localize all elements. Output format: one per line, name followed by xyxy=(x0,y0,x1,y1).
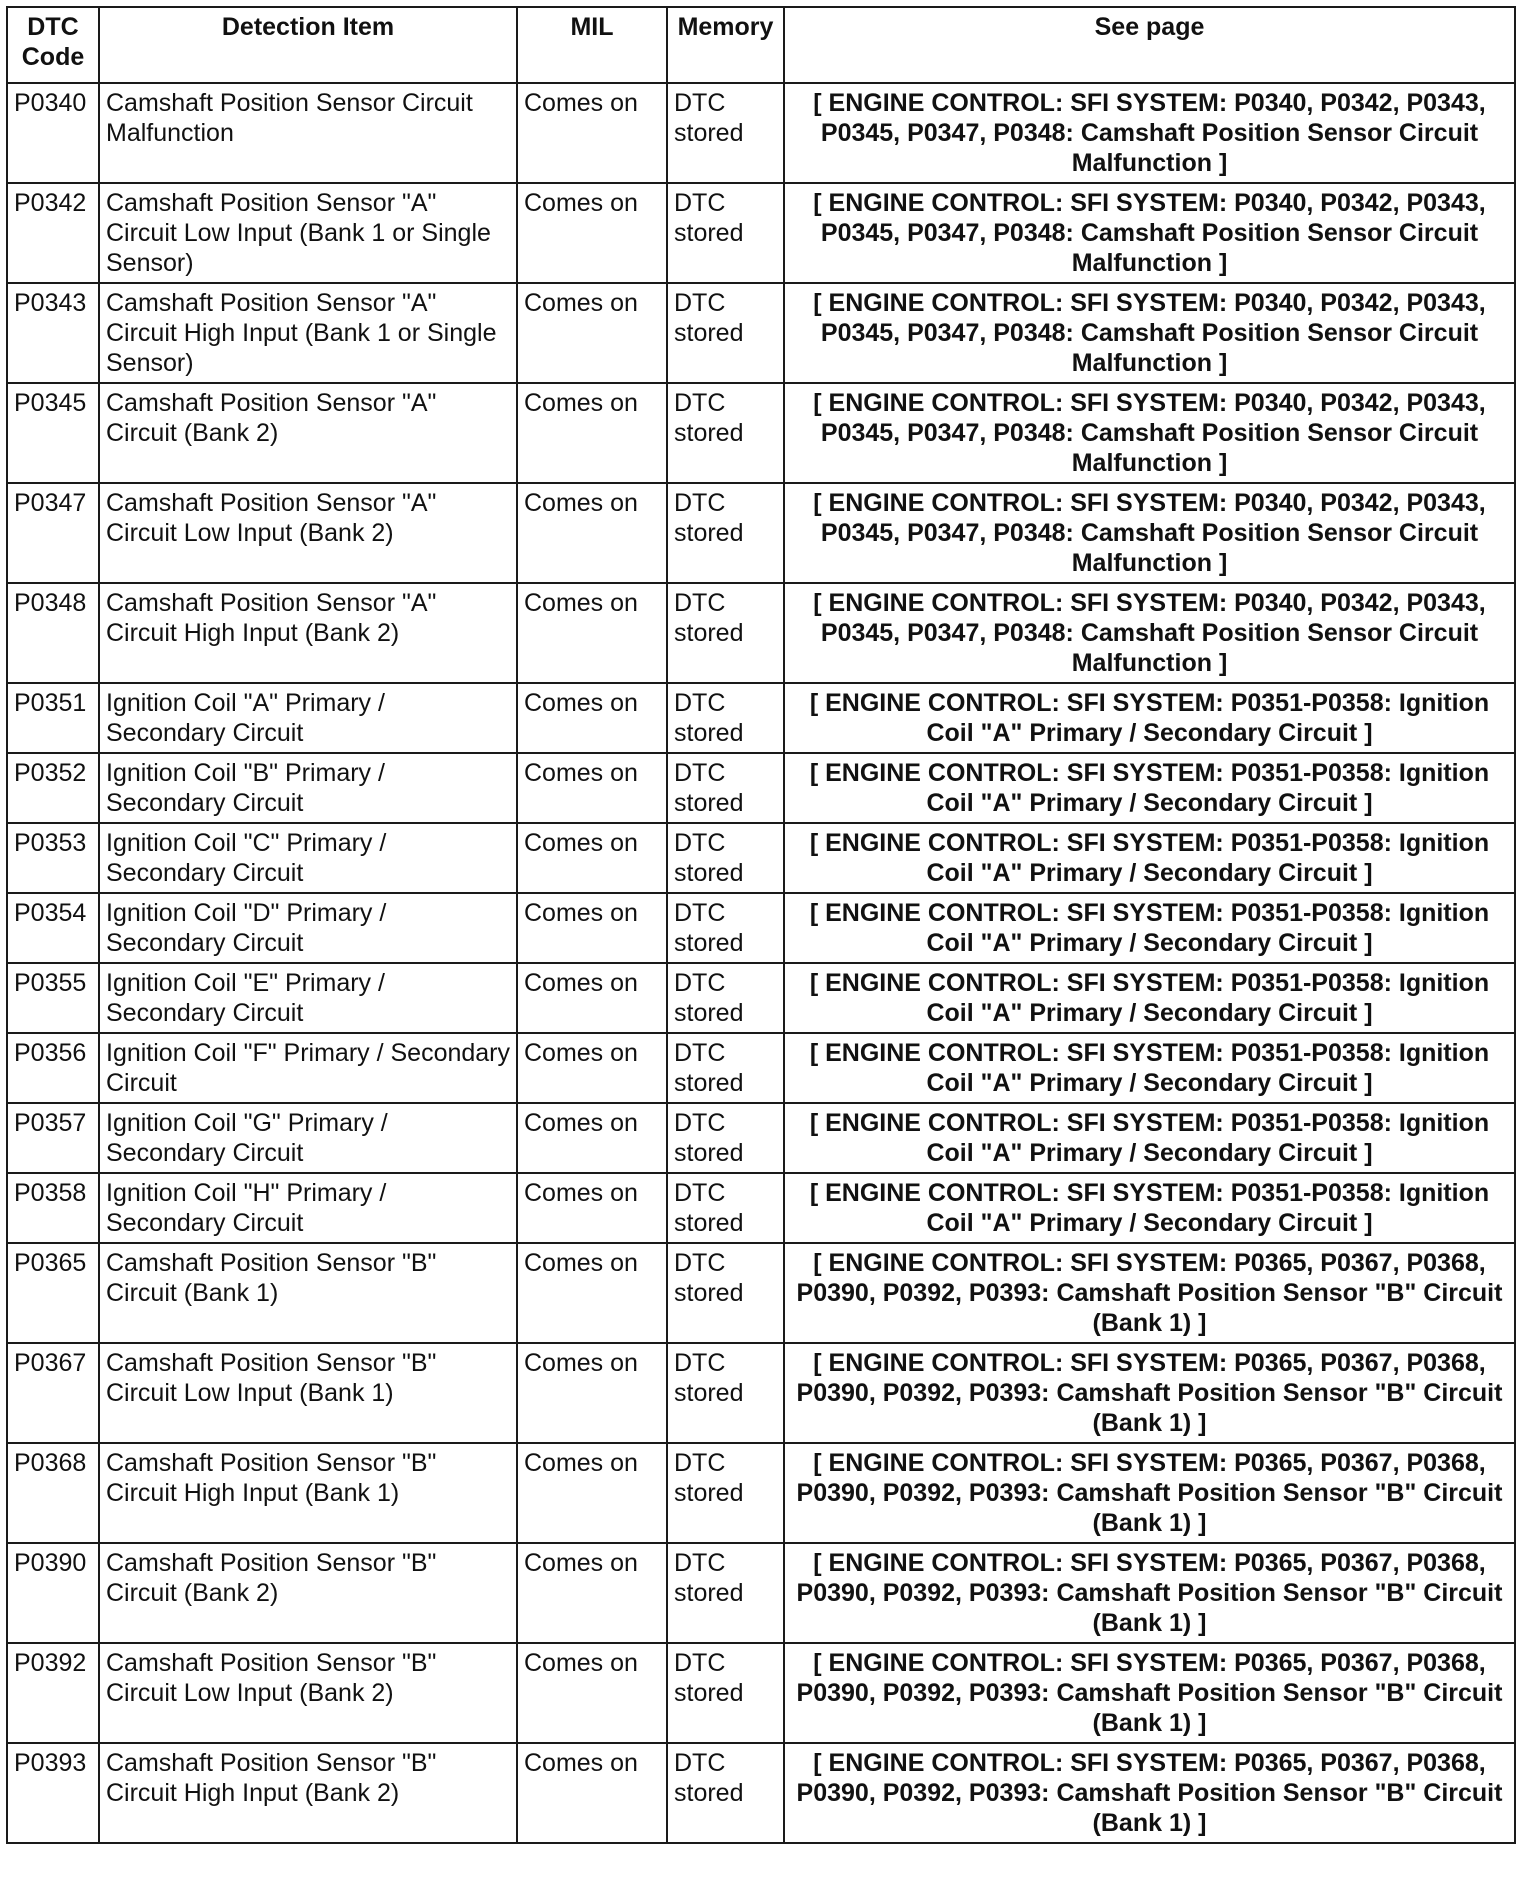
table-row xyxy=(7,83,1515,183)
detection-item-cell: Camshaft Position Sensor "A" Circuit Low Input (Bank 2) xyxy=(99,483,517,583)
detection-item-cell: Ignition Coil "A" Primary / Secondary Circuit xyxy=(99,683,517,753)
see-page-link[interactable]: [ ENGINE CONTROL: SFI SYSTEM: P0340, P0342, P0343, P0345, P0347, P0348: Camshaft Position Sensor Circuit Malfunction ] xyxy=(784,183,1515,283)
memory-cell: DTC stored xyxy=(667,823,784,893)
see-page-link[interactable]: [ ENGINE CONTROL: SFI SYSTEM: P0365, P0367, P0368, P0390, P0392, P0393: Camshaft Position Sensor "B" Circuit (Bank 1) ] xyxy=(784,1743,1515,1843)
mil-cell: Comes on xyxy=(517,1443,667,1543)
memory-cell: DTC stored xyxy=(667,383,784,483)
memory-cell: DTC stored xyxy=(667,83,784,183)
detection-item-cell: Camshaft Position Sensor Circuit Malfunction xyxy=(99,83,517,183)
dtc-code-cell: P0348 xyxy=(7,583,99,683)
see-page-link[interactable]: [ ENGINE CONTROL: SFI SYSTEM: P0340, P0342, P0343, P0345, P0347, P0348: Camshaft Position Sensor Circuit Malfunction ] xyxy=(784,483,1515,583)
table-row xyxy=(7,1343,1515,1443)
memory-cell: DTC stored xyxy=(667,583,784,683)
dtc-code-cell: P0358 xyxy=(7,1173,99,1243)
mil-cell: Comes on xyxy=(517,683,667,753)
table-row xyxy=(7,753,1515,823)
memory-cell: DTC stored xyxy=(667,893,784,963)
see-page-link[interactable]: [ ENGINE CONTROL: SFI SYSTEM: P0365, P0367, P0368, P0390, P0392, P0393: Camshaft Position Sensor "B" Circuit (Bank 1) ] xyxy=(784,1543,1515,1643)
see-page-link[interactable]: [ ENGINE CONTROL: SFI SYSTEM: P0340, P0342, P0343, P0345, P0347, P0348: Camshaft Position Sensor Circuit Malfunction ] xyxy=(784,383,1515,483)
table-row xyxy=(7,1173,1515,1243)
dtc-code-cell: P0353 xyxy=(7,823,99,893)
dtc-code-cell: P0357 xyxy=(7,1103,99,1173)
table-row xyxy=(7,1743,1515,1843)
header-mil: MIL xyxy=(517,7,667,83)
detection-item-cell: Ignition Coil "F" Primary / Secondary Circuit xyxy=(99,1033,517,1103)
detection-item-cell: Ignition Coil "H" Primary / Secondary Circuit xyxy=(99,1173,517,1243)
mil-cell: Comes on xyxy=(517,483,667,583)
memory-cell: DTC stored xyxy=(667,183,784,283)
see-page-link[interactable]: [ ENGINE CONTROL: SFI SYSTEM: P0340, P0342, P0343, P0345, P0347, P0348: Camshaft Position Sensor Circuit Malfunction ] xyxy=(784,583,1515,683)
table-row xyxy=(7,1643,1515,1743)
see-page-link[interactable]: [ ENGINE CONTROL: SFI SYSTEM: P0365, P0367, P0368, P0390, P0392, P0393: Camshaft Position Sensor "B" Circuit (Bank 1) ] xyxy=(784,1443,1515,1543)
dtc-code-cell: P0367 xyxy=(7,1343,99,1443)
see-page-link[interactable]: [ ENGINE CONTROL: SFI SYSTEM: P0365, P0367, P0368, P0390, P0392, P0393: Camshaft Position Sensor "B" Circuit (Bank 1) ] xyxy=(784,1643,1515,1743)
table-row xyxy=(7,963,1515,1033)
see-page-link[interactable]: [ ENGINE CONTROL: SFI SYSTEM: P0351-P0358: Ignition Coil "A" Primary / Secondary Circuit ] xyxy=(784,1173,1515,1243)
mil-cell: Comes on xyxy=(517,583,667,683)
detection-item-cell: Ignition Coil "D" Primary / Secondary Circuit xyxy=(99,893,517,963)
memory-cell: DTC stored xyxy=(667,1033,784,1103)
table-row xyxy=(7,1443,1515,1543)
see-page-link[interactable]: [ ENGINE CONTROL: SFI SYSTEM: P0351-P0358: Ignition Coil "A" Primary / Secondary Circuit ] xyxy=(784,753,1515,823)
detection-item-cell: Camshaft Position Sensor "A" Circuit High Input (Bank 1 or Single Sensor) xyxy=(99,283,517,383)
memory-cell: DTC stored xyxy=(667,753,784,823)
header-detection-item: Detection Item xyxy=(99,7,517,83)
dtc-code-cell: P0393 xyxy=(7,1743,99,1843)
dtc-code-cell: P0343 xyxy=(7,283,99,383)
memory-cell: DTC stored xyxy=(667,1443,784,1543)
mil-cell: Comes on xyxy=(517,283,667,383)
dtc-code-cell: P0347 xyxy=(7,483,99,583)
table-row xyxy=(7,283,1515,383)
detection-item-cell: Ignition Coil "E" Primary / Secondary Circuit xyxy=(99,963,517,1033)
see-page-link[interactable]: [ ENGINE CONTROL: SFI SYSTEM: P0340, P0342, P0343, P0345, P0347, P0348: Camshaft Position Sensor Circuit Malfunction ] xyxy=(784,283,1515,383)
dtc-code-cell: P0368 xyxy=(7,1443,99,1543)
detection-item-cell: Camshaft Position Sensor "A" Circuit (Bank 2) xyxy=(99,383,517,483)
detection-item-cell: Camshaft Position Sensor "A" Circuit Low Input (Bank 1 or Single Sensor) xyxy=(99,183,517,283)
table-row xyxy=(7,683,1515,753)
detection-item-cell: Camshaft Position Sensor "A" Circuit High Input (Bank 2) xyxy=(99,583,517,683)
memory-cell: DTC stored xyxy=(667,283,784,383)
dtc-code-cell: P0345 xyxy=(7,383,99,483)
table-body xyxy=(7,83,1515,1843)
memory-cell: DTC stored xyxy=(667,683,784,753)
header-memory: Memory xyxy=(667,7,784,83)
mil-cell: Comes on xyxy=(517,963,667,1033)
mil-cell: Comes on xyxy=(517,1643,667,1743)
memory-cell: DTC stored xyxy=(667,1103,784,1173)
table-row xyxy=(7,893,1515,963)
see-page-link[interactable]: [ ENGINE CONTROL: SFI SYSTEM: P0365, P0367, P0368, P0390, P0392, P0393: Camshaft Position Sensor "B" Circuit (Bank 1) ] xyxy=(784,1243,1515,1343)
table-row xyxy=(7,483,1515,583)
mil-cell: Comes on xyxy=(517,183,667,283)
memory-cell: DTC stored xyxy=(667,963,784,1033)
header-row xyxy=(7,7,1515,83)
mil-cell: Comes on xyxy=(517,1743,667,1843)
mil-cell: Comes on xyxy=(517,1033,667,1103)
memory-cell: DTC stored xyxy=(667,483,784,583)
memory-cell: DTC stored xyxy=(667,1243,784,1343)
mil-cell: Comes on xyxy=(517,1243,667,1343)
mil-cell: Comes on xyxy=(517,383,667,483)
detection-item-cell: Camshaft Position Sensor "B" Circuit (Bank 2) xyxy=(99,1543,517,1643)
table-row xyxy=(7,383,1515,483)
table-row xyxy=(7,583,1515,683)
mil-cell: Comes on xyxy=(517,1543,667,1643)
mil-cell: Comes on xyxy=(517,83,667,183)
table-row xyxy=(7,1033,1515,1103)
table-row xyxy=(7,823,1515,893)
header-dtc-code: DTC Code xyxy=(7,7,99,83)
memory-cell: DTC stored xyxy=(667,1643,784,1743)
memory-cell: DTC stored xyxy=(667,1743,784,1843)
see-page-link[interactable]: [ ENGINE CONTROL: SFI SYSTEM: P0351-P0358: Ignition Coil "A" Primary / Secondary Circuit ] xyxy=(784,893,1515,963)
detection-item-cell: Camshaft Position Sensor "B" Circuit High Input (Bank 2) xyxy=(99,1743,517,1843)
dtc-code-cell: P0356 xyxy=(7,1033,99,1103)
table-row xyxy=(7,1543,1515,1643)
see-page-link[interactable]: [ ENGINE CONTROL: SFI SYSTEM: P0351-P0358: Ignition Coil "A" Primary / Secondary Circuit ] xyxy=(784,1103,1515,1173)
see-page-link[interactable]: [ ENGINE CONTROL: SFI SYSTEM: P0340, P0342, P0343, P0345, P0347, P0348: Camshaft Position Sensor Circuit Malfunction ] xyxy=(784,83,1515,183)
mil-cell: Comes on xyxy=(517,1343,667,1443)
see-page-link[interactable]: [ ENGINE CONTROL: SFI SYSTEM: P0351-P0358: Ignition Coil "A" Primary / Secondary Circuit ] xyxy=(784,823,1515,893)
mil-cell: Comes on xyxy=(517,823,667,893)
detection-item-cell: Ignition Coil "C" Primary / Secondary Circuit xyxy=(99,823,517,893)
see-page-link[interactable]: [ ENGINE CONTROL: SFI SYSTEM: P0365, P0367, P0368, P0390, P0392, P0393: Camshaft Position Sensor "B" Circuit (Bank 1) ] xyxy=(784,1343,1515,1443)
detection-item-cell: Ignition Coil "B" Primary / Secondary Circuit xyxy=(99,753,517,823)
see-page-link[interactable]: [ ENGINE CONTROL: SFI SYSTEM: P0351-P0358: Ignition Coil "A" Primary / Secondary Circuit ] xyxy=(784,963,1515,1033)
dtc-code-cell: P0365 xyxy=(7,1243,99,1343)
memory-cell: DTC stored xyxy=(667,1173,784,1243)
mil-cell: Comes on xyxy=(517,893,667,963)
mil-cell: Comes on xyxy=(517,1103,667,1173)
dtc-code-cell: P0342 xyxy=(7,183,99,283)
detection-item-cell: Camshaft Position Sensor "B" Circuit (Bank 1) xyxy=(99,1243,517,1343)
detection-item-cell: Camshaft Position Sensor "B" Circuit High Input (Bank 1) xyxy=(99,1443,517,1543)
dtc-code-cell: P0354 xyxy=(7,893,99,963)
table-row xyxy=(7,1243,1515,1343)
dtc-table xyxy=(6,6,1516,1844)
memory-cell: DTC stored xyxy=(667,1543,784,1643)
table-row xyxy=(7,1103,1515,1173)
mil-cell: Comes on xyxy=(517,1173,667,1243)
see-page-link[interactable]: [ ENGINE CONTROL: SFI SYSTEM: P0351-P0358: Ignition Coil "A" Primary / Secondary Circuit ] xyxy=(784,683,1515,753)
dtc-code-cell: P0355 xyxy=(7,963,99,1033)
dtc-code-cell: P0390 xyxy=(7,1543,99,1643)
header-see-page: See page xyxy=(784,7,1515,83)
table-row xyxy=(7,183,1515,283)
dtc-code-cell: P0340 xyxy=(7,83,99,183)
memory-cell: DTC stored xyxy=(667,1343,784,1443)
dtc-code-cell: P0392 xyxy=(7,1643,99,1743)
dtc-code-cell: P0351 xyxy=(7,683,99,753)
see-page-link[interactable]: [ ENGINE CONTROL: SFI SYSTEM: P0351-P0358: Ignition Coil "A" Primary / Secondary Circuit ] xyxy=(784,1033,1515,1103)
dtc-code-cell: P0352 xyxy=(7,753,99,823)
detection-item-cell: Camshaft Position Sensor "B" Circuit Low Input (Bank 2) xyxy=(99,1643,517,1743)
detection-item-cell: Camshaft Position Sensor "B" Circuit Low Input (Bank 1) xyxy=(99,1343,517,1443)
mil-cell: Comes on xyxy=(517,753,667,823)
detection-item-cell: Ignition Coil "G" Primary / Secondary Circuit xyxy=(99,1103,517,1173)
